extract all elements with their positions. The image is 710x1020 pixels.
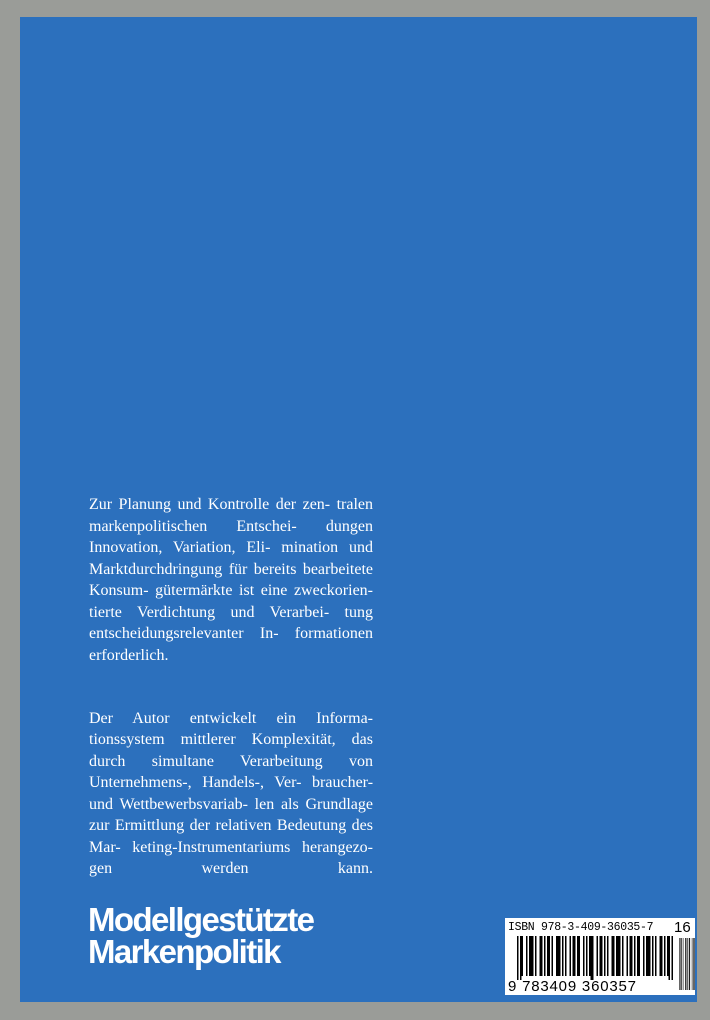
barcode-bar <box>667 936 669 976</box>
addon-bar <box>693 938 694 990</box>
title-line-2: Markenpolitik <box>88 933 280 970</box>
addon-bar <box>689 938 690 990</box>
barcode-bar <box>597 936 599 976</box>
blurb-line: tung entscheidungsrelevanter In- <box>89 603 373 642</box>
blurb-line: keting-Instrumentariums herangezo- <box>132 838 374 856</box>
addon-bar <box>683 938 684 990</box>
addon-bar <box>686 938 687 990</box>
barcode-bar <box>565 936 567 976</box>
book-title <box>88 901 314 970</box>
barcode-bar <box>619 936 621 976</box>
barcode-bar <box>583 936 585 976</box>
barcode-bar <box>547 936 549 976</box>
blurb-line: tionssystem mittlerer Komplexität, <box>89 731 336 748</box>
blurb-text <box>89 494 373 901</box>
barcode-bar <box>612 936 614 976</box>
barcode-bar <box>618 936 620 976</box>
addon-bar <box>681 938 682 990</box>
addon-bar <box>685 938 686 990</box>
barcode-bar <box>660 936 662 976</box>
addon-bar <box>681 938 682 990</box>
barcode-bar <box>601 936 603 976</box>
barcode-bar <box>558 936 560 976</box>
barcode-bar <box>627 936 629 976</box>
blurb-line: formationen erforderlich. <box>89 625 373 664</box>
barcode-bar <box>616 936 618 976</box>
barcode-bar <box>622 936 624 976</box>
barcode-bar <box>556 936 558 976</box>
blurb-line: von Unternehmens-, Handels-, Ver- <box>89 752 374 791</box>
barcode-bar <box>631 936 633 976</box>
barcode-bar <box>643 936 645 976</box>
barcode-bar <box>637 936 639 976</box>
blurb-line: dungen Innovation, Variation, Eli- <box>89 517 373 556</box>
barcode-bar <box>604 936 606 976</box>
addon-bar <box>690 938 691 990</box>
barcode-bar <box>655 936 657 976</box>
barcode-bar <box>573 936 575 976</box>
blurb-line: mination und Marktdurchdringung <box>89 539 373 578</box>
barcode-bar <box>639 936 641 976</box>
barcode-bar <box>592 936 594 980</box>
blurb-paragraph-1 <box>89 494 373 688</box>
barcode-bar <box>526 936 528 976</box>
addon-bar <box>679 938 680 990</box>
barcode-bar <box>661 936 663 976</box>
barcode-bar <box>630 936 632 976</box>
addon-bar <box>687 938 688 990</box>
barcode-bar <box>529 936 531 976</box>
barcode-bar <box>613 936 615 976</box>
addon-bar <box>692 938 693 990</box>
title-line-1: Modellgestützte <box>88 901 314 938</box>
barcode-bar <box>591 936 593 980</box>
blurb-line: braucher- und Wettbewerbsvariab- <box>89 774 374 813</box>
barcode-bar <box>517 936 519 980</box>
blurb-line: Der Autor entwickelt ein Informa- <box>89 709 373 727</box>
barcode-bar <box>589 936 591 976</box>
barcode-bar <box>607 936 609 976</box>
barcode-bar <box>522 936 524 976</box>
barcode-bar <box>541 936 543 976</box>
barcode-bar <box>552 936 554 976</box>
blurb-line: tierte Verdichtung und Verarbei- <box>89 603 330 621</box>
barcode-bar <box>669 936 671 980</box>
blurb-line: gütermärkte ist eine zweckorien- <box>155 582 373 599</box>
ean-number: 9 783409 360357 <box>508 978 637 995</box>
price-addon-code: 16 <box>674 919 691 936</box>
isbn-label: ISBN 978-3-409-36035-7 <box>508 921 654 934</box>
barcode-bar <box>652 936 654 976</box>
barcode-bar <box>586 936 588 976</box>
blurb-line: gen werden kann. <box>89 860 373 877</box>
barcode-bar <box>600 936 602 976</box>
barcode-bar <box>562 936 564 976</box>
addon-bar <box>694 938 695 990</box>
blurb-line: für bereits bearbeitete Konsum- <box>89 560 373 599</box>
barcode-bar <box>532 936 534 976</box>
barcode-bar <box>574 936 576 976</box>
barcode-bar <box>649 936 651 976</box>
barcode-bar <box>672 936 674 980</box>
blurb-paragraph-2 <box>89 708 373 902</box>
barcode-bar <box>559 936 561 976</box>
barcode-bar <box>577 936 579 976</box>
blurb-line: len als Grundlage zur Ermittlung <box>89 795 373 834</box>
barcode-bar <box>544 936 546 976</box>
isbn-barcode <box>505 918 695 995</box>
barcode-bar <box>535 936 537 976</box>
barcode-bar <box>634 936 636 976</box>
blurb-line: das durch simultane Verarbeitung <box>89 731 373 770</box>
barcode-bar <box>664 936 666 976</box>
barcode-bar <box>579 936 581 976</box>
barcode-bar <box>540 936 542 976</box>
barcode-bar <box>520 936 522 980</box>
barcode-bar <box>531 936 533 976</box>
barcode-bar <box>570 936 572 976</box>
barcode-bar <box>549 936 551 976</box>
barcode-bar <box>648 936 650 976</box>
blurb-line: der relativen Bedeutung des Mar- <box>89 817 373 856</box>
blurb-line: tralen markenpolitischen Entschei- <box>89 496 374 535</box>
barcode-bar <box>646 936 648 976</box>
blurb-line: Zur Planung und Kontrolle der zen- <box>89 496 331 513</box>
